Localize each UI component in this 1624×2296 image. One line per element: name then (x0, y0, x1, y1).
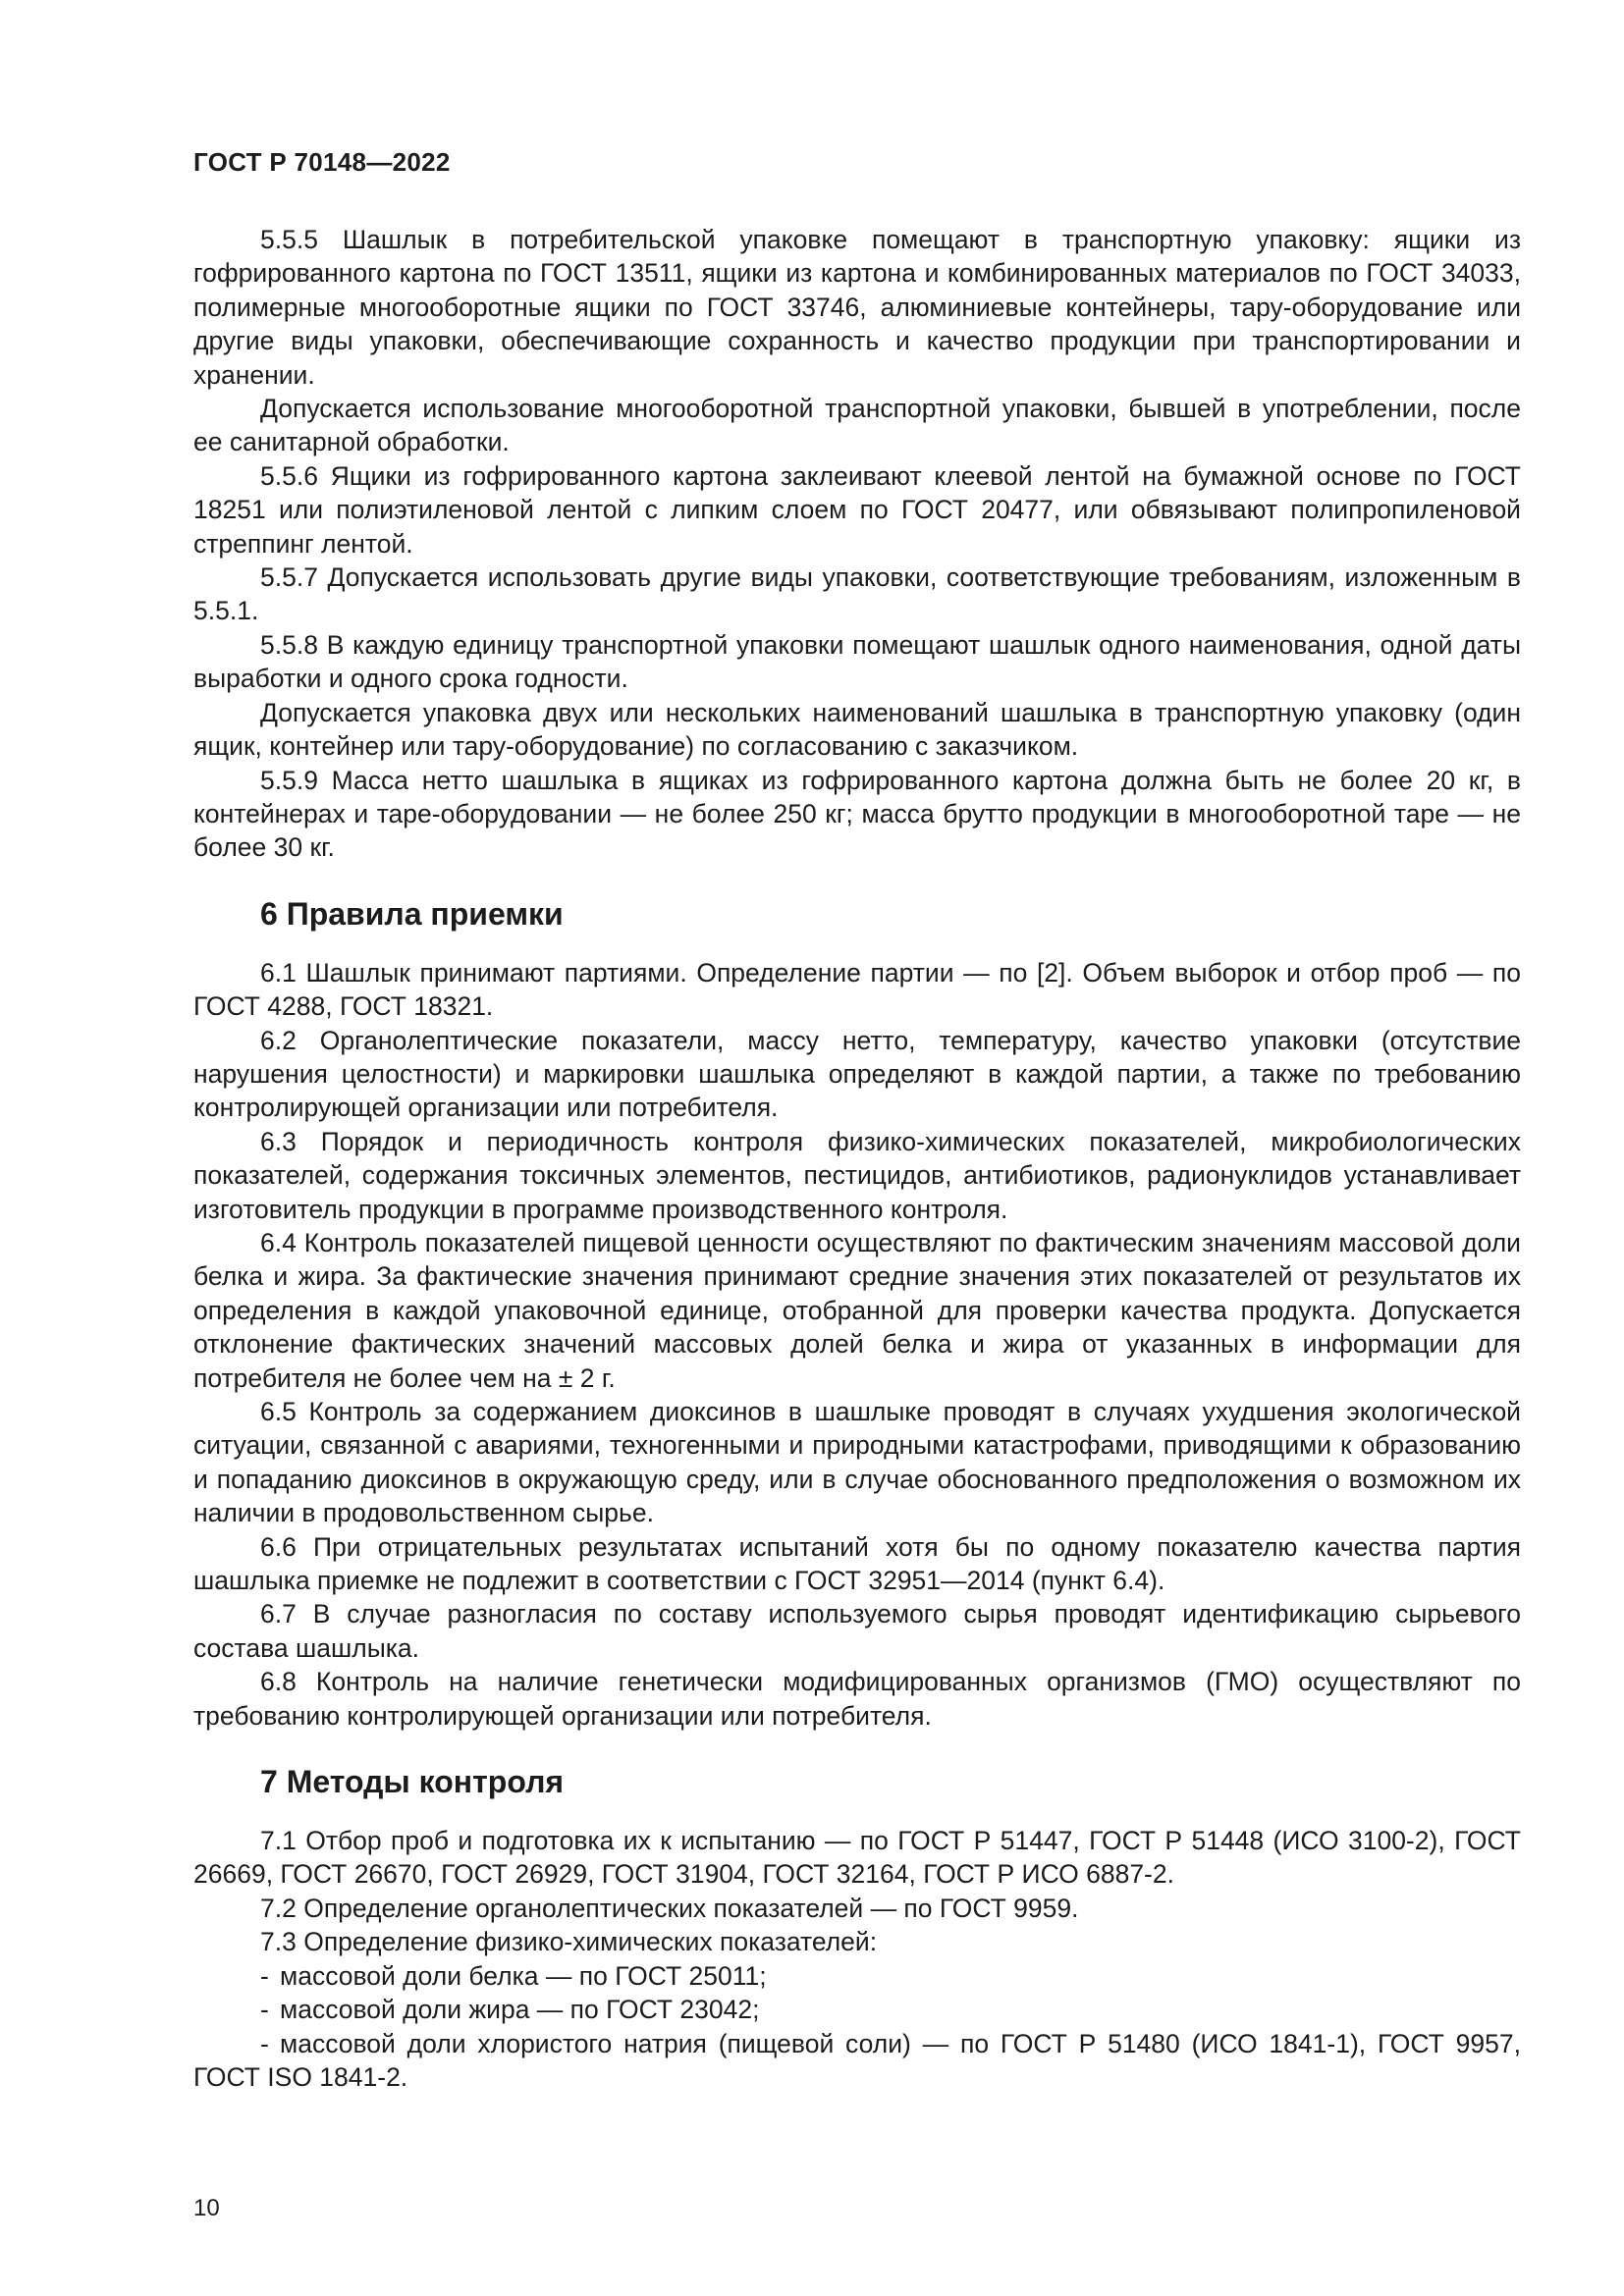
document-header: ГОСТ Р 70148—2022 (193, 147, 451, 177)
paragraph-6-3: 6.3 Порядок и периодичность контроля физико-химических показателей, микробиологических показателей, содержания токсичных элементов, пестицидов, антибиотиков, радионуклидов устанавливает изготовитель продукции в программе производственного контроля. (193, 1126, 1521, 1224)
paragraph-5-5-9: 5.5.9 Масса нетто шашлыка в ящиках из гофрированного картона должна быть не более 20 кг, в контейнерах и таре-оборудовании — не более 250 кг; масса брутто продукции в многооборотной таре — не более 30 кг. (193, 765, 1521, 863)
list-item-text: массовой доли белка — по ГОСТ 25011; (280, 1960, 767, 1991)
document-page (193, 0, 1521, 2296)
list-item (193, 1993, 1521, 2026)
paragraph-7-3: 7.3 Определение физико-химических показателей: (260, 1927, 878, 1957)
list-item (193, 2027, 1521, 2095)
paragraph-6-5: 6.5 Контроль за содержанием диоксинов в шашлыке проводят в случаях ухудшения экологической ситуации, связанной с авариями, техногенными и природными катастрофами, приводящими к образованию и попаданию диоксинов в окружающую среду, или в случае обоснованного предположения о возможном их наличии в продовольственном сырье. (193, 1397, 1521, 1528)
paragraph-5-5-7: 5.5.7 Допускается использовать другие виды упаковки, соответствующие требованиям, изложенным в 5.5.1. (193, 562, 1521, 626)
paragraph-5-5-8: 5.5.8 В каждую единицу транспортной упаковки помещают шашлык одного наименования, одной даты выработки и одного срока годности. (193, 629, 1521, 694)
list-marker: - (260, 1960, 269, 1991)
paragraph-5-5-5: 5.5.5 Шашлык в потребительской упаковке помещают в транспортную упаковку: ящики из гофрированного картона по ГОСТ 13511, ящики из картона и комбинированных материалов по ГОСТ 34033, полимерные многооборотные ящики по ГОСТ 33746, алюминиевые контейнеры, тару-оборудование или другие виды упаковки, обеспечивающие сохранность и качество продукции при транспортировании и хранении. (193, 225, 1521, 390)
list-item-text: массовой доли жира — по ГОСТ 23042; (280, 1995, 760, 2025)
paragraph-6-8: 6.8 Контроль на наличие генетически модифицированных организмов (ГМО) осуществляют по требованию контролирующей организации или потребителя. (193, 1667, 1521, 1731)
paragraph-5-5-5-note: Допускается использование многооборотной транспортной упаковки, бывшей в употреблении, после ее санитарной обработки. (193, 394, 1521, 457)
section-heading-6: 6 Правила приемки (260, 895, 564, 932)
list-marker: - (260, 2028, 269, 2058)
paragraph-6-1: 6.1 Шашлык принимают партиями. Определение партии — по [2]. Объем выборок и отбор проб — по ГОСТ 4288, ГОСТ 18321. (193, 957, 1521, 1022)
paragraph-5-5-6: 5.5.6 Ящики из гофрированного картона заклеивают клеевой лентой на бумажной основе по ГОСТ 18251 или полиэтиленовой лентой с липким слоем по ГОСТ 20477, или обвязывают полипропиленовой стреппинг лентой. (193, 460, 1521, 559)
list-marker: - (260, 1995, 269, 2025)
list-item (193, 1959, 1521, 1993)
list-item-text: массовой доли хлористого натрия (пищевой соли) — по ГОСТ Р 51480 (ИСО 1841-1), ГОСТ 9957, ГОСТ ISO 1841-2. (193, 2028, 1521, 2092)
paragraph-7-2: 7.2 Определение органолептических показателей — по ГОСТ 9959. (260, 1893, 1079, 1923)
paragraph-7-1: 7.1 Отбор проб и подготовка их к испытанию — по ГОСТ Р 51447, ГОСТ Р 51448 (ИСО 3100-2), ГОСТ 26669, ГОСТ 26670, ГОСТ 26929, ГОСТ 31904, ГОСТ 32164, ГОСТ Р ИСО 6887-2. (193, 1826, 1521, 1890)
page-number: 10 (193, 2195, 220, 2221)
paragraph-6-4: 6.4 Контроль показателей пищевой ценности осуществляют по фактическим значениям массовой доли белка и жира. За фактические значения принимают средние значения этих показателей от результатов их определения в каждой упаковочной единице, отобранной для проверки качества продукта. Допускается отклонение фактических значений массовых долей белка и жира от указанных в информации для потребителя не более чем на ± 2 г. (193, 1227, 1521, 1393)
paragraph-6-2: 6.2 Органолептические показатели, массу нетто, температуру, качество упаковки (отсутствие нарушения целостности) и маркировки шашлыка определяют в каждой партии, а также по требованию контролирующей организации или потребителя. (193, 1025, 1521, 1123)
paragraph-6-7: 6.7 В случае разногласия по составу используемого сырья проводят идентификацию сырьевого состава шашлыка. (193, 1599, 1521, 1663)
paragraph-5-5-8-note: Допускается упаковка двух или нескольких наименований шашлыка в транспортную упаковку (один ящик, контейнер или тару-оборудование) по согласованию с заказчиком. (193, 697, 1521, 762)
section-heading-7: 7 Методы контроля (260, 1764, 565, 1800)
document-body (193, 223, 1521, 2094)
paragraph-6-6: 6.6 При отрицательных результатах испытаний хотя бы по одному показателю качества партия шашлыка приемке не подлежит в соответствии с ГОСТ 32951—2014 (пункт 6.4). (193, 1531, 1521, 1596)
